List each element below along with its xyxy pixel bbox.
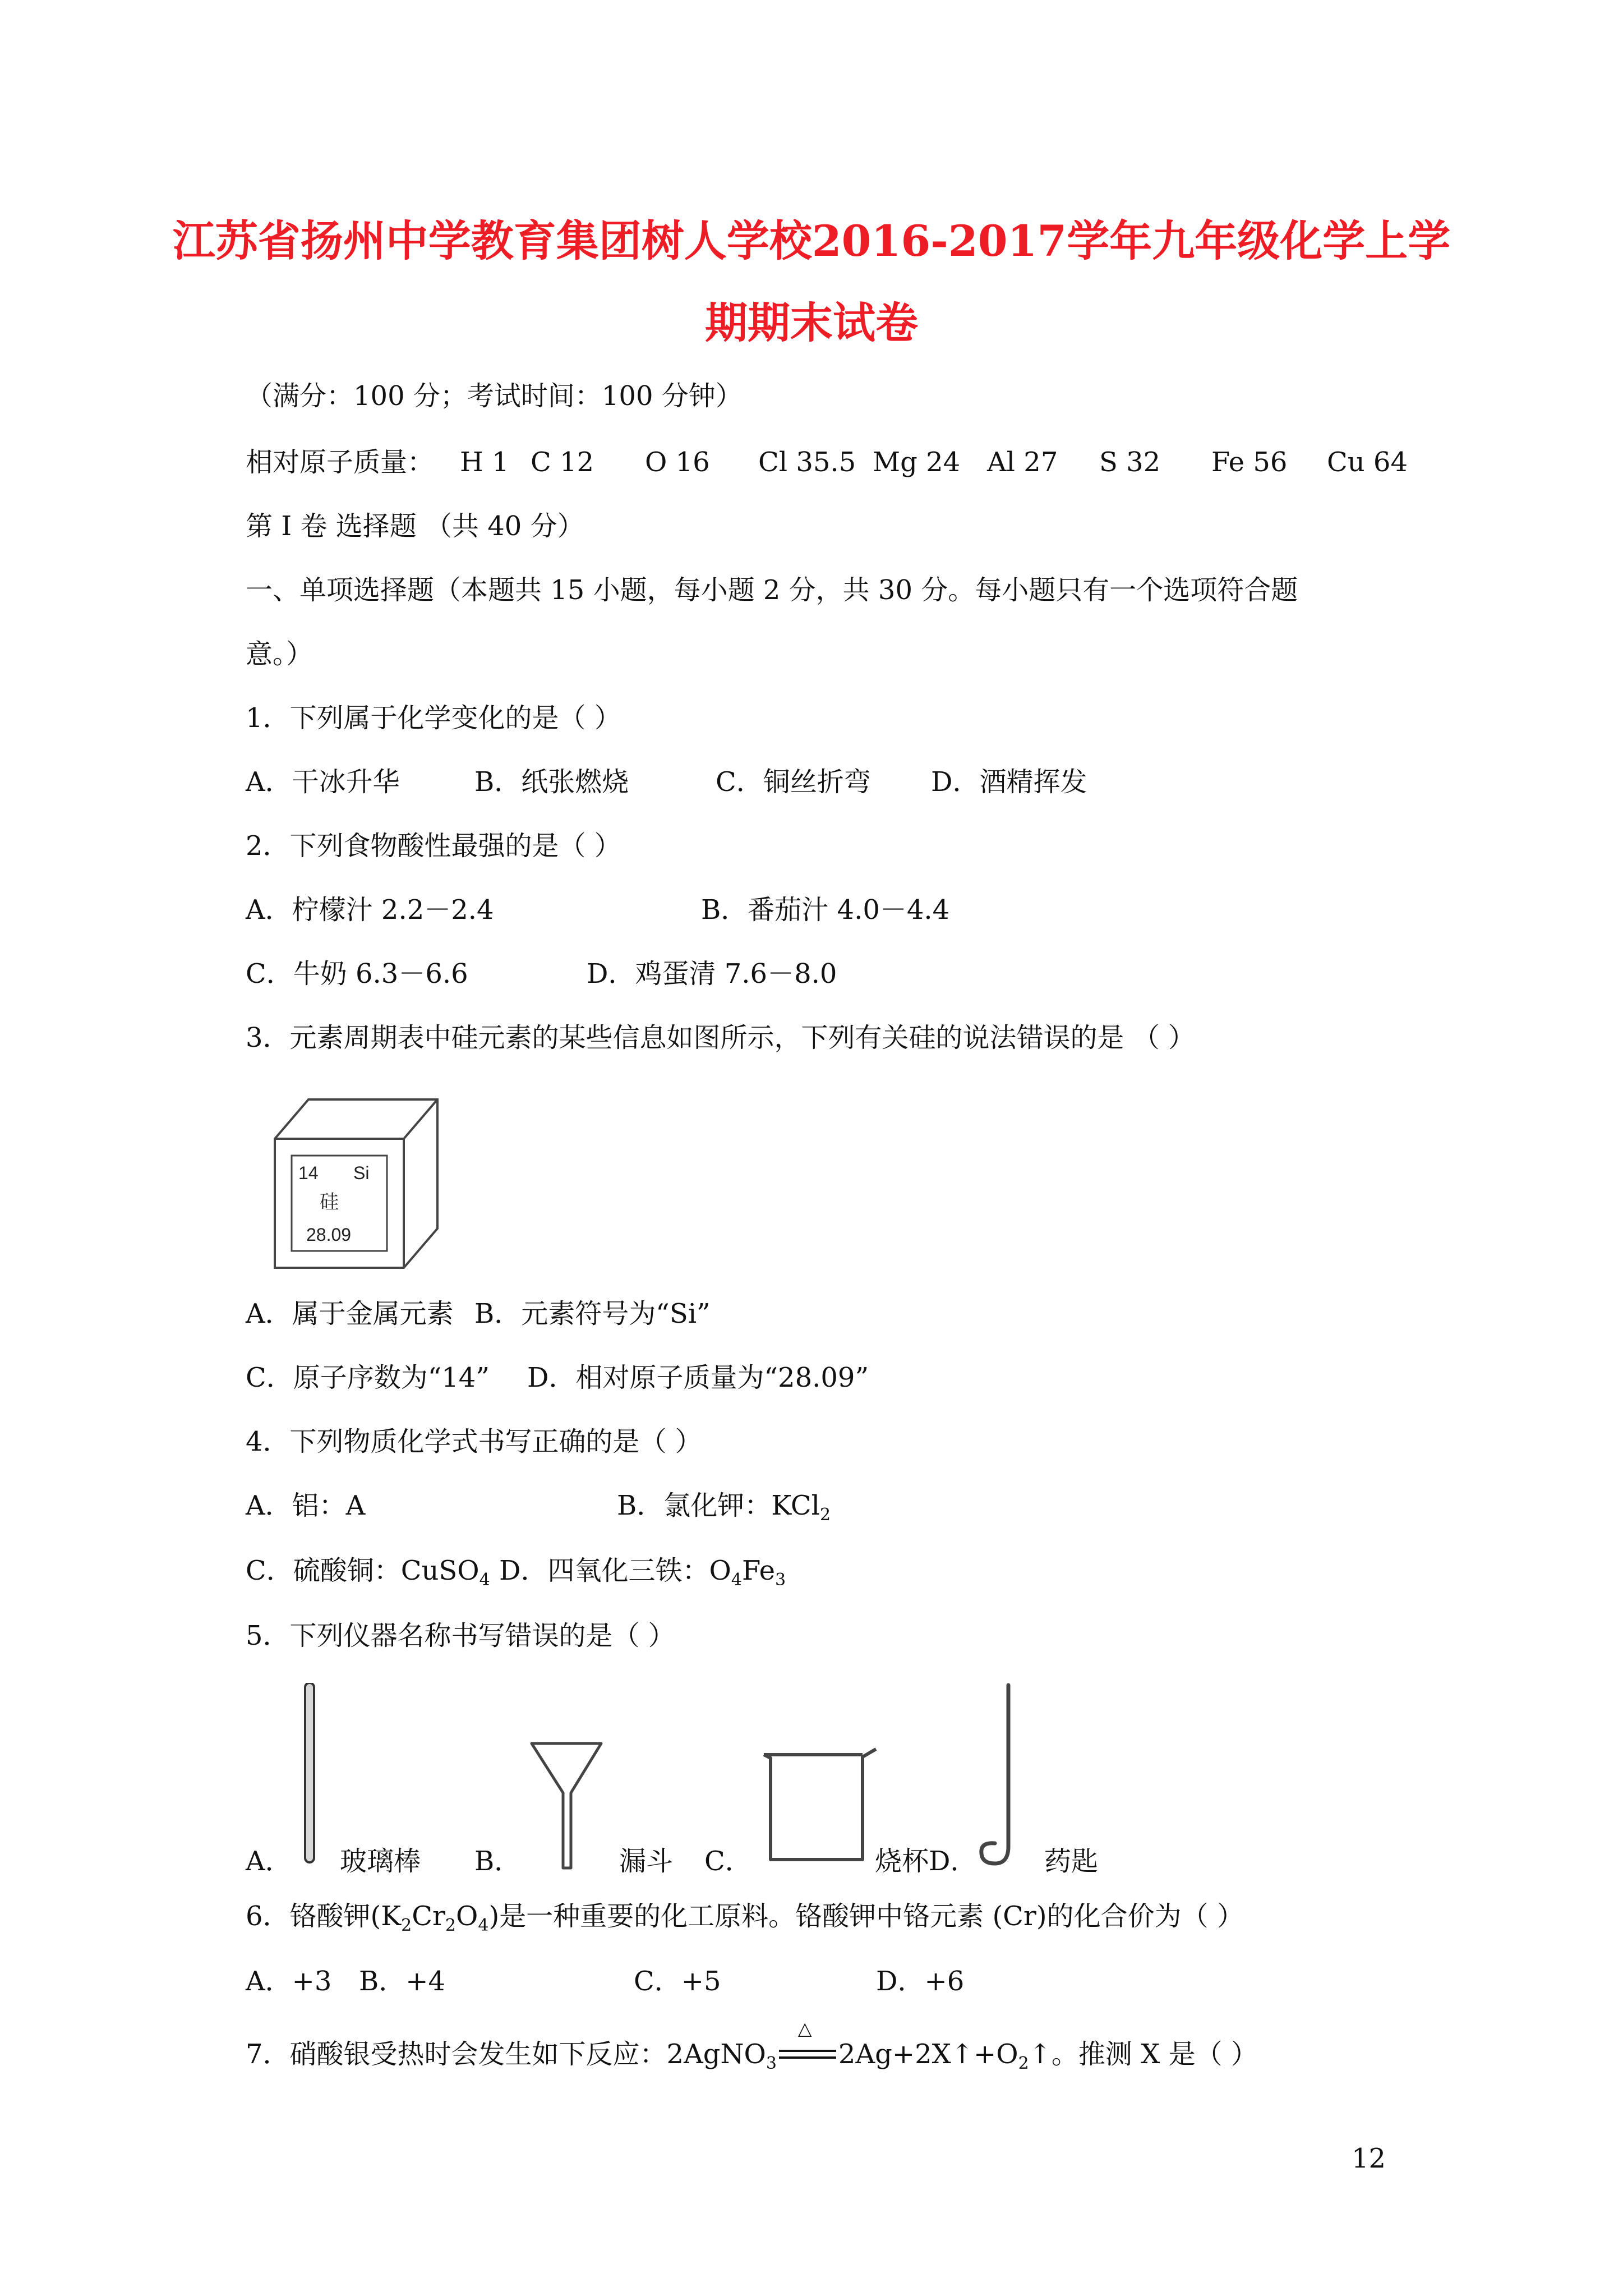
- question-5-option-b-letter: B．: [474, 1846, 522, 1877]
- question-2-option-a: A．柠檬汁 2.2－2.4: [246, 894, 494, 926]
- score-time-info: （满分：100 分；考试时间：100 分钟）: [246, 380, 743, 412]
- q6-text-2: Cr: [412, 1901, 445, 1932]
- question-4-option-b-subscript: 2: [819, 1505, 831, 1525]
- question-5-option-c-letter: C．: [704, 1846, 752, 1877]
- atomic-mass-c: C 12: [531, 447, 594, 478]
- atomic-mass-cu: Cu 64: [1327, 447, 1408, 478]
- exam-title-line1: 江苏省扬州中学教育集团树人学校2016-2017学年九年级化学上学: [172, 216, 1451, 266]
- element-name-label: 硅: [320, 1191, 339, 1213]
- question-5-option-d-name: 药匙: [1044, 1846, 1099, 1877]
- silicon-element-cell-figure: [269, 1094, 449, 1279]
- question-4-option-a: A．铝：A: [246, 1490, 366, 1521]
- q7-sub-1: 3: [766, 2054, 777, 2073]
- question-5-stem: 5．下列仪器名称书写错误的是（ ）: [246, 1620, 675, 1651]
- atomic-masses-row: [246, 449, 434, 476]
- question-4-option-c-label: C．硫酸铜：: [246, 1555, 401, 1586]
- question-1-option-a: A．干冰升华: [246, 766, 400, 798]
- question-4-option-d-label: D．四氧化三铁：: [499, 1555, 709, 1586]
- atomic-mass-s: S 32: [1099, 447, 1161, 478]
- part-one-heading: 第 I 卷 选择题 （共 40 分）: [246, 510, 584, 542]
- heat-symbol: △: [797, 2018, 812, 2039]
- funnel-icon: [527, 1739, 606, 1874]
- question-4-option-b: [617, 1490, 831, 1525]
- spatula-icon: [976, 1683, 1026, 1868]
- question-5-option-a-name: 玻璃棒: [340, 1846, 421, 1877]
- question-4-option-d-subscript-1: 4: [731, 1570, 742, 1590]
- q6-sub-1: 2: [401, 1916, 412, 1935]
- question-4-stem: 4．下列物质化学式书写正确的是（ ）: [246, 1426, 702, 1457]
- q6-text-4: )是一种重要的化工原料。铬酸钾中铬元素 (Cr)的化合价为（ ）: [488, 1901, 1244, 1932]
- question-3-option-c: C．原子序数为“14”: [246, 1362, 490, 1393]
- question-3-option-b: B．元素符号为“Si”: [474, 1298, 711, 1329]
- question-4-option-d-subscript-2: 3: [775, 1570, 786, 1590]
- atomic-mass-cl: Cl 35.5: [758, 447, 856, 478]
- question-3-stem: 3．元素周期表中硅元素的某些信息如图所示，下列有关硅的说法错误的是 （ ）: [246, 1022, 1196, 1053]
- q7-text-2: 2Ag+2X↑+O: [838, 2039, 1018, 2070]
- question-4-option-b-label: B．氯化钾：: [617, 1490, 772, 1521]
- question-2-stem: 2．下列食物酸性最强的是（ ）: [246, 830, 621, 862]
- reaction-line-top: [779, 2050, 836, 2052]
- atomic-mass-fe: Fe 56: [1211, 447, 1288, 478]
- question-4-option-b-formula: KCl: [771, 1490, 820, 1521]
- question-4-option-d-formula-1: O: [709, 1555, 731, 1586]
- section-one-instructions-cont: 意。）: [246, 638, 313, 670]
- atomic-mass-mg: Mg 24: [873, 447, 961, 478]
- atomic-mass-al: Al 27: [987, 447, 1058, 478]
- q6-text-1: 6．铬酸钾(K: [246, 1901, 402, 1932]
- section-one-instructions: 一、单项选择题（本题共 15 小题，每小题 2 分，共 30 分。每小题只有一个选项符合题: [246, 574, 1298, 606]
- q7-text-3: ↑。推测 X 是（ ）: [1029, 2039, 1258, 2070]
- q7-text-1: 7．硝酸银受热时会发生如下反应：2AgNO: [246, 2039, 766, 2070]
- reaction-condition-mark: [777, 2018, 838, 2068]
- question-5-option-a-letter: A．: [246, 1846, 292, 1877]
- figure-outline: [275, 1099, 437, 1268]
- question-2-option-b: B．番茄汁 4.0－4.4: [701, 894, 950, 926]
- question-3-option-a: A．属于金属元素: [246, 1298, 454, 1329]
- question-1-option-b: B．纸张燃烧: [474, 766, 629, 798]
- question-4-option-d-formula-2: Fe: [741, 1555, 776, 1586]
- question-5-option-c-name: 烧杯: [875, 1846, 929, 1877]
- element-symbol-label: Si: [353, 1163, 370, 1183]
- atomic-mass-value-label: 28.09: [306, 1225, 352, 1245]
- question-6-option-b: B．+4: [359, 1966, 446, 1997]
- question-6-option-c: C．+5: [634, 1966, 721, 1997]
- atomic-mass-o: O 16: [645, 447, 710, 478]
- beaker-icon: [757, 1745, 880, 1868]
- question-3-option-d: D．相对原子质量为“28.09”: [527, 1362, 869, 1393]
- question-1-stem: 1．下列属于化学变化的是（ ）: [246, 702, 621, 734]
- q7-sub-2: 2: [1018, 2054, 1029, 2073]
- question-1-option-c: C．铜丝折弯: [716, 766, 871, 798]
- question-6-option-a: A．+3: [246, 1966, 332, 1997]
- question-1-option-d: D．酒精挥发: [931, 766, 1087, 798]
- exam-title-line2: 期期末试卷: [705, 298, 918, 348]
- glass-rod-icon: [302, 1683, 319, 1868]
- q6-sub-2: 2: [445, 1916, 456, 1935]
- question-2-option-c: C．牛奶 6.3－6.6: [246, 958, 468, 990]
- question-6-stem: [246, 1901, 1244, 1935]
- question-5-option-d-letter: D．: [929, 1846, 978, 1877]
- reaction-line-bottom: [779, 2056, 836, 2059]
- question-6-option-d: D．+6: [876, 1966, 965, 1997]
- question-5-option-b-name: 漏斗: [619, 1846, 674, 1877]
- question-2-option-d: D．鸡蛋清 7.6－8.0: [587, 958, 837, 990]
- page-number: 12: [1352, 2143, 1386, 2174]
- question-4-option-d: [499, 1555, 786, 1590]
- atomic-mass-label: 相对原子质量：: [246, 447, 435, 478]
- atomic-number-label: 14: [298, 1163, 319, 1183]
- q6-text-3: O: [456, 1901, 478, 1932]
- question-4-option-c: [246, 1555, 490, 1590]
- question-4-option-c-formula: CuSO: [400, 1555, 479, 1586]
- question-4-option-c-subscript: 4: [479, 1570, 490, 1590]
- question-7-stem: [246, 2018, 1258, 2073]
- q6-sub-3: 4: [478, 1916, 489, 1935]
- atomic-mass-h: H 1: [460, 447, 509, 478]
